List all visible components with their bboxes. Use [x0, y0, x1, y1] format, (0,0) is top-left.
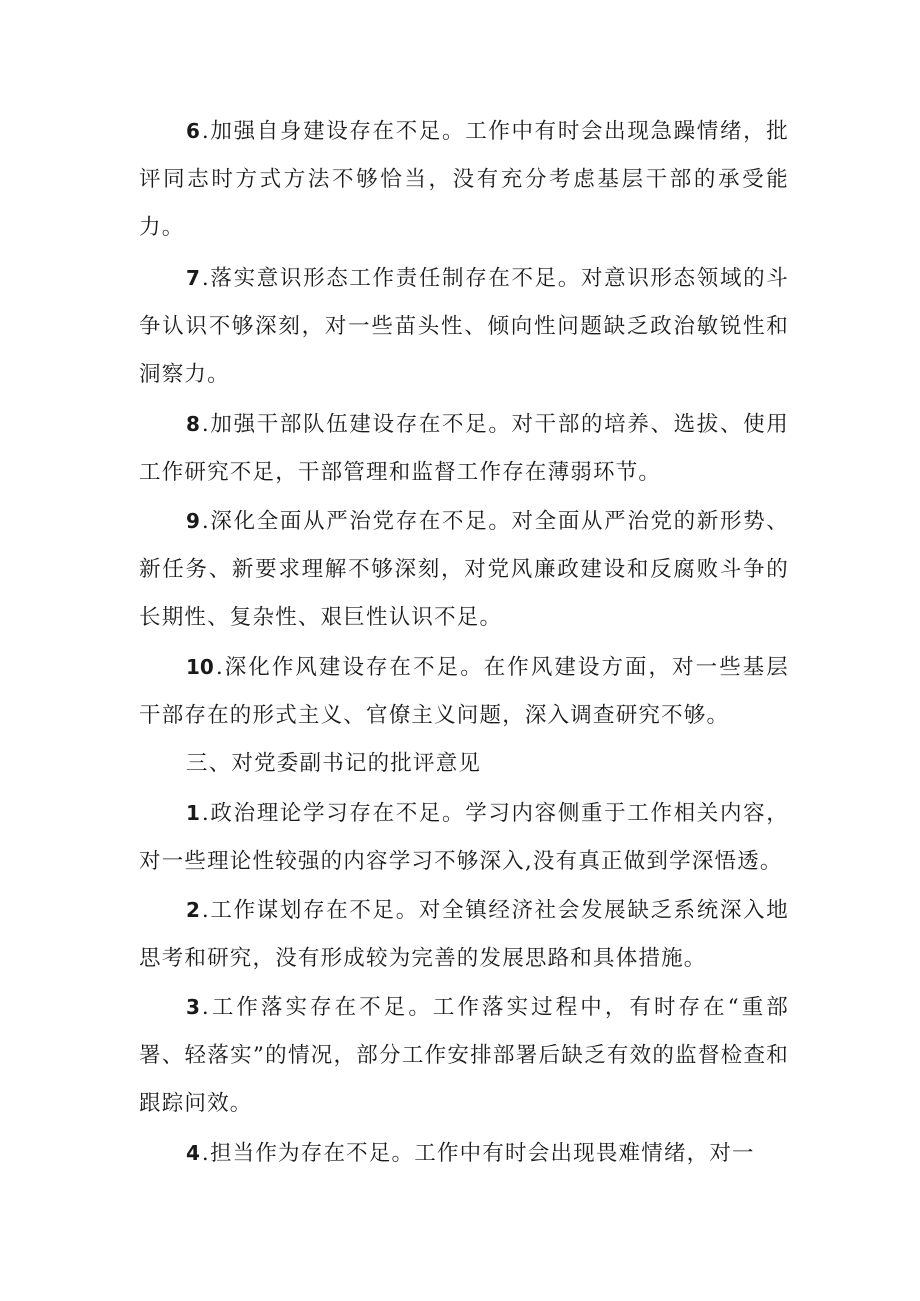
- paragraph-number: 7: [186, 266, 200, 290]
- paragraph-number: 3: [186, 995, 200, 1019]
- paragraph-6: [139, 107, 789, 252]
- paragraph-number: 1: [186, 801, 200, 825]
- section-paragraph-1: [139, 789, 789, 886]
- paragraph-text: .落实意识形态工作责任制存在不足。对意识形态领域的斗争认识不够深刻，对一些苗头性、倾向性问题缺乏政治敏锐性和洞察力。: [139, 266, 789, 387]
- paragraph-7: [139, 254, 789, 399]
- section-paragraph-2: [139, 886, 789, 983]
- paragraph-number: 2: [186, 898, 200, 922]
- paragraph-text: .工作谋划存在不足。对全镇经济社会发展缺乏系统深入地思考和研究，没有形成较为完善的发展思路和具体措施。: [139, 898, 789, 971]
- paragraph-9: [139, 497, 789, 642]
- paragraph-text: .加强干部队伍建设存在不足。对干部的培养、选拔、使用工作研究不足，干部管理和监督工作存在薄弱环节。: [139, 412, 789, 485]
- section-heading: 三、对党委副书记的批评意见: [186, 751, 482, 776]
- paragraph-text: .深化作风建设存在不足。在作风建设方面，对一些基层干部存在的形式主义、官僚主义问题，深入调查研究不够。: [139, 655, 789, 728]
- paragraph-text: .担当作为存在不足。工作中有时会出现畏难情绪，对一: [201, 1141, 755, 1166]
- paragraph-number: 10: [186, 655, 214, 679]
- section-paragraph-4: [139, 1129, 789, 1178]
- section-paragraph-3: [139, 983, 789, 1128]
- paragraph-text: .加强自身建设存在不足。工作中有时会出现急躁情绪，批评同志时方式方法不够恰当，没有充分考虑基层干部的承受能力。: [139, 119, 789, 240]
- paragraph-text: .政治理论学习存在不足。学习内容侧重于工作相关内容，对一些理论性较强的内容学习不够深入,没有真正做到学深悟透。: [139, 801, 789, 874]
- paragraph-number: 6: [186, 119, 200, 143]
- paragraph-text: .工作落实存在不足。工作落实过程中，有时存在“重部署、轻落实”的情况，部分工作安排部署后缺乏有效的监督检查和跟踪问效。: [139, 995, 789, 1116]
- paragraph-number: 8: [186, 412, 200, 436]
- paragraph-number: 9: [186, 509, 200, 533]
- paragraph-10: [139, 643, 789, 740]
- paragraph-number: 4: [186, 1141, 200, 1165]
- paragraph-8: [139, 400, 789, 497]
- paragraph-text: .深化全面从严治党存在不足。对全面从严治党的新形势、新任务、新要求理解不够深刻，对党风廉政建设和反腐败斗争的长期性、复杂性、艰巨性认识不足。: [139, 509, 789, 630]
